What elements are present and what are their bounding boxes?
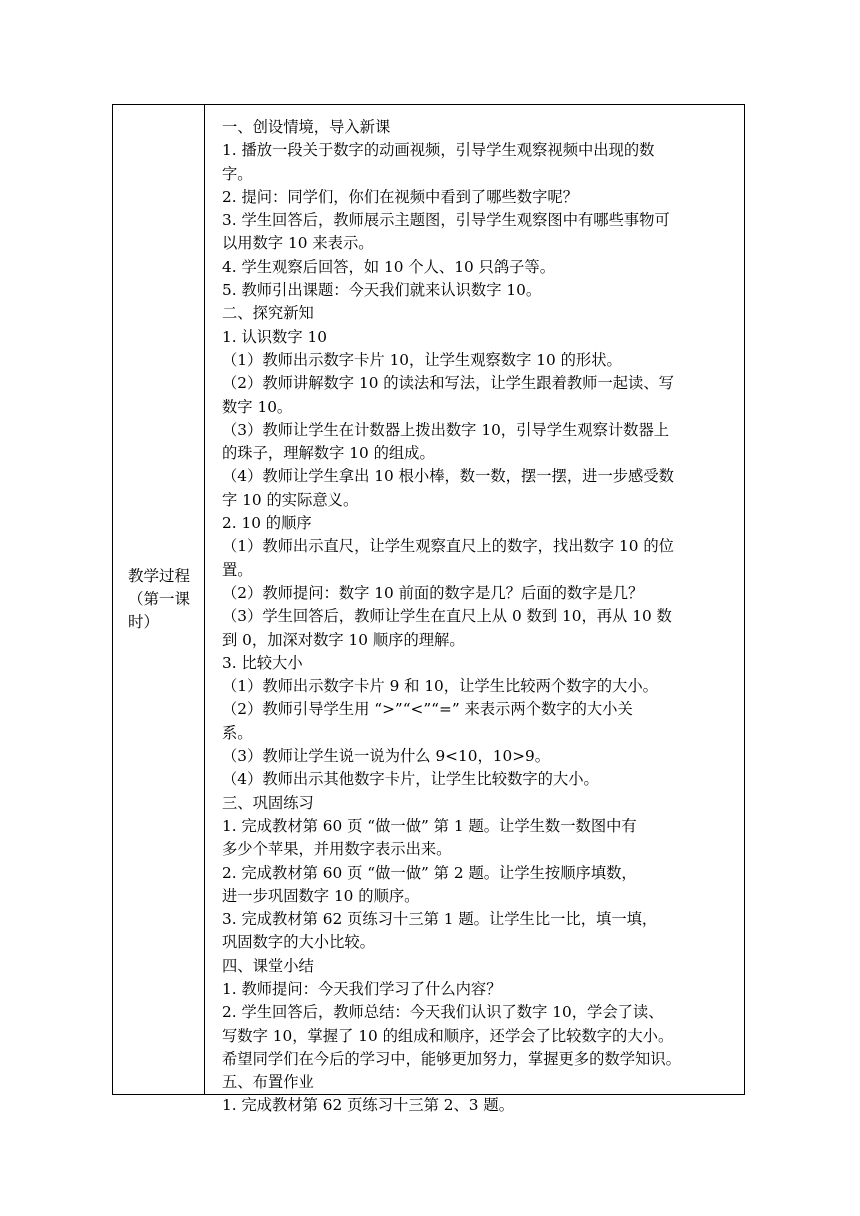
- content-line: 1. 完成教材第 60 页 “做一做” 第 1 题。让学生数一数图中有: [222, 816, 637, 835]
- label-cell-text: 教学过程（第一课时）: [128, 567, 191, 631]
- content-line: 5. 教师引出课题：今天我们就来认识数字 10。: [222, 281, 542, 300]
- content-line: 三、巩固练习: [222, 793, 314, 812]
- content-line: （3）教师让学生在计数器上拨出数字 10，引导学生观察计数器上: [222, 420, 670, 439]
- content-line: 1. 教师提问：今天我们学习了什么内容？: [222, 979, 502, 998]
- content-line: 二、探究新知: [222, 304, 314, 323]
- content-line: 的珠子，理解数字 10 的组成。: [222, 444, 435, 463]
- content-line: 3. 学生回答后，教师展示主题图，引导学生观察图中有哪些事物可: [222, 211, 670, 230]
- content-line: （1）教师出示直尺，让学生观察直尺上的数字，找出数字 10 的位: [222, 537, 674, 556]
- content-line: （2）教师提问：数字 10 前面的数字是几？后面的数字是几？: [222, 583, 644, 602]
- content-line: 字 10 的实际意义。: [222, 490, 359, 509]
- label-cell: [113, 105, 205, 1094]
- content-line: （3）学生回答后，教师让学生在直尺上从 0 数到 10，再从 10 数: [222, 607, 672, 626]
- content-line: 1. 认识数字 10: [222, 327, 327, 346]
- content-line: （2）教师引导学生用 “>”“<”“=” 来表示两个数字的大小关: [222, 700, 633, 719]
- content-line: 3. 完成教材第 62 页练习十三第 1 题。让学生比一比，填一填，: [222, 910, 658, 929]
- content-line: 置。: [222, 560, 253, 579]
- content-line: 五、布置作业: [222, 1073, 314, 1092]
- content-line: 数字 10。: [222, 397, 293, 416]
- content-line: 一、创设情境，导入新课: [222, 118, 391, 136]
- content-line: 写数字 10，掌握了 10 的组成和顺序，还学会了比较数字的大小。: [222, 1026, 674, 1045]
- content-line: （4）教师出示其他数字卡片，让学生比较数字的大小。: [222, 770, 599, 789]
- content-line: （2）教师讲解数字 10 的读法和写法，让学生跟着教师一起读、写: [222, 374, 674, 393]
- content-line: 到 0，加深对数字 10 顺序的理解。: [222, 630, 465, 649]
- lesson-plan-table: [112, 104, 745, 1115]
- content-line: 1. 播放一段关于数字的动画视频，引导学生观察视频中出现的数: [222, 141, 655, 160]
- content-line: 3. 比较大小: [222, 653, 303, 672]
- content-line: （1）教师出示数字卡片 10，让学生观察数字 10 的形状。: [222, 350, 622, 369]
- content-line: 希望同学们在今后的学习中，能够更加努力，掌握更多的数学知识。: [222, 1049, 681, 1068]
- content-line: 2. 完成教材第 60 页 “做一做” 第 2 题。让学生按顺序填数，: [222, 863, 637, 882]
- content-cell: [205, 105, 744, 1115]
- content-line: 巩固数字的大小比较。: [222, 933, 375, 952]
- content-line: 以用数字 10 来表示。: [222, 234, 374, 253]
- content-line: 2. 提问：同学们，你们在视频中看到了哪些数字呢？: [222, 187, 578, 206]
- content-line: （4）教师让学生拿出 10 根小棒，数一数，摆一摆，进一步感受数: [222, 467, 674, 486]
- content-line: 字。: [222, 164, 253, 183]
- content-line: 2. 10 的顺序: [222, 514, 312, 533]
- content-line: （3）教师让学生说一说为什么 9<10，10>9。: [222, 747, 551, 766]
- content-line: 4. 学生观察后回答，如 10 个人、10 只鸽子等。: [222, 257, 556, 276]
- content-line: （1）教师出示数字卡片 9 和 10，让学生比较两个数字的大小。: [222, 677, 658, 696]
- content-line: 多少个苹果，并用数字表示出来。: [222, 840, 452, 859]
- content-line: 进一步巩固数字 10 的顺序。: [222, 886, 420, 905]
- content-line: 1. 完成教材第 62 页练习十三第 2、3 题。: [222, 1096, 514, 1115]
- content-line: 系。: [222, 723, 253, 742]
- content-line: 四、课堂小结: [222, 956, 314, 975]
- content-line: 2. 学生回答后，教师总结：今天我们认识了数字 10，学会了读、: [222, 1003, 664, 1022]
